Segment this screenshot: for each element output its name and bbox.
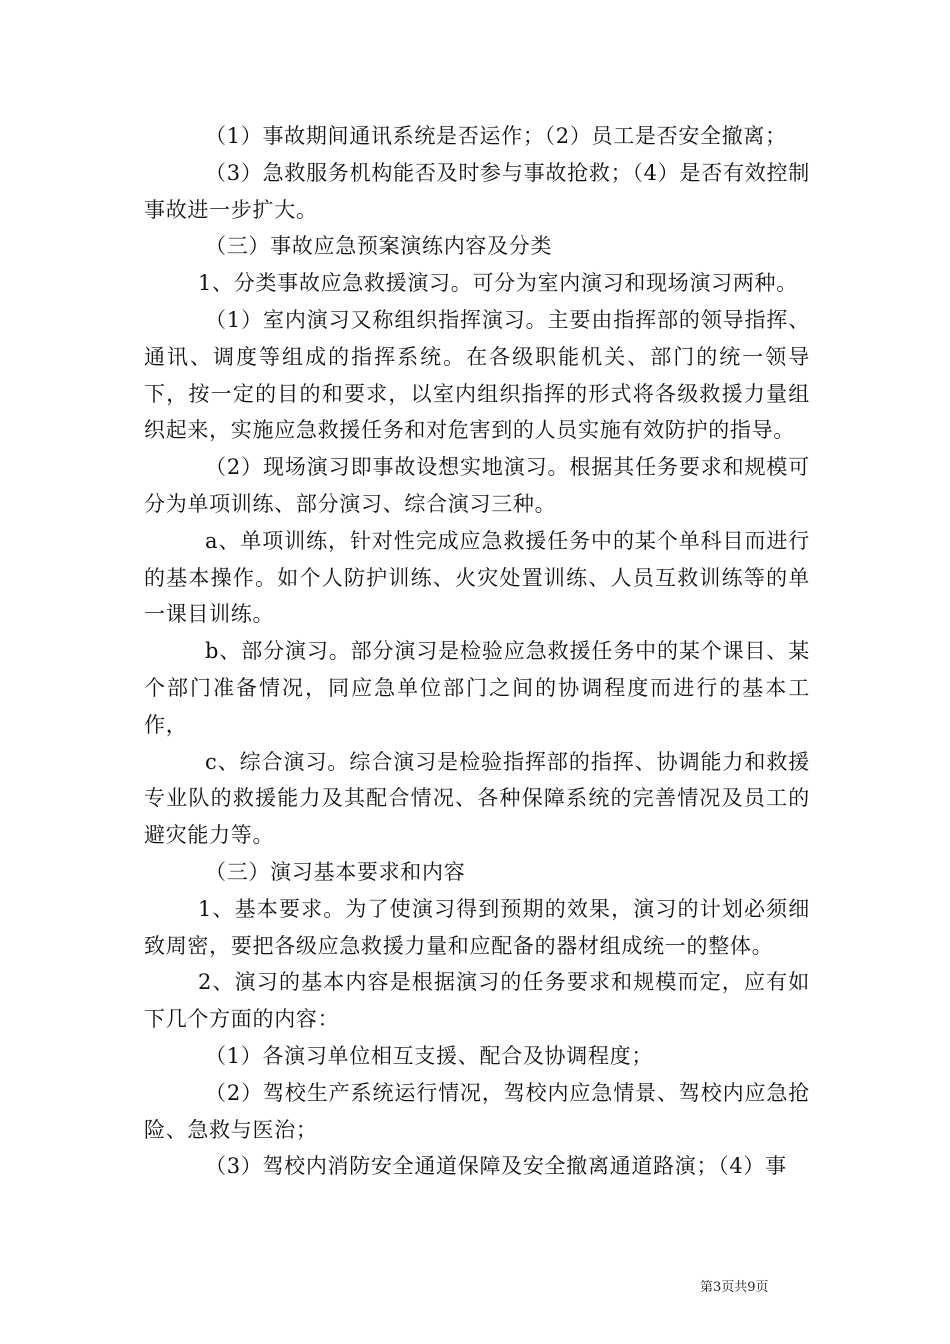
paragraph-basic-content: 2、演习的基本内容是根据演习的任务要求和规模而定，应有如下几个方面的内容： — [144, 970, 810, 1032]
paragraph-2: （3）急救服务机构能否及时参与事故抢救；（4）是否有效控制事故进一步扩大。 — [144, 160, 810, 222]
paragraph-item-1: （1）各演习单位相互支援、配合及协调程度； — [205, 1043, 654, 1068]
section-heading-requirements: （三）演习基本要求和内容 — [205, 859, 466, 884]
paragraph-item-3: （3）驾校内消防安全通道保障及安全撤离通道路演；（4）事 — [205, 1154, 787, 1179]
paragraph-field-drill: （2）现场演习即事故设想实地演习。根据其任务要求和规模可分为单项训练、部分演习、综合演习三种。 — [144, 455, 810, 516]
document-body — [144, 118, 810, 1185]
page-number-footer: 第3页共9页 — [700, 1280, 769, 1295]
paragraph-item-2: （2）驾校生产系统运行情况，驾校内应急情景、驾校内应急抢险、急救与医治； — [144, 1080, 810, 1142]
paragraph-partial-drill: b、部分演习。部分演习是检验应急救援任务中的某个课目、某个部门准备情况，同应急单位部门之间的协调程度而进行的基本工作， — [144, 639, 810, 737]
paragraph-single-training: a、单项训练，针对性完成应急救援任务中的某个单科目而进行的基本操作。如个人防护训练、火灾处置训练、人员互救训练等的单一课目训练。 — [144, 528, 810, 627]
paragraph-basic-requirements: 1、基本要求。为了使演习得到预期的效果，演习的计划必须细致周密，要把各级应急救援力量和应配备的器材组成统一的整体。 — [144, 896, 810, 958]
section-heading-drill-content: （三）事故应急预案演练内容及分类 — [205, 234, 553, 259]
paragraph-classification: 1、分类事故应急救援演习。可分为室内演习和现场演习两种。 — [198, 271, 798, 296]
paragraph-comprehensive-drill: c、综合演习。综合演习是检验指挥部的指挥、协调能力和救援专业队的救援能力及其配合情况、各种保障系统的完善情况及员工的避灾能力等。 — [144, 749, 810, 848]
paragraph-1: （1）事故期间通讯系统是否运作；（2）员工是否安全撤离； — [205, 124, 787, 148]
paragraph-indoor-drill: （1）室内演习又称组织指挥演习。主要由指挥部的领导指挥、通讯、调度等组成的指挥系统。在各级职能机关、部门的统一领导下，按一定的目的和要求，以室内组织指挥的形式将各级救援力量组织起来，实施应急救援任务和对危害到的人员实施有效防护的指导。 — [144, 307, 810, 443]
